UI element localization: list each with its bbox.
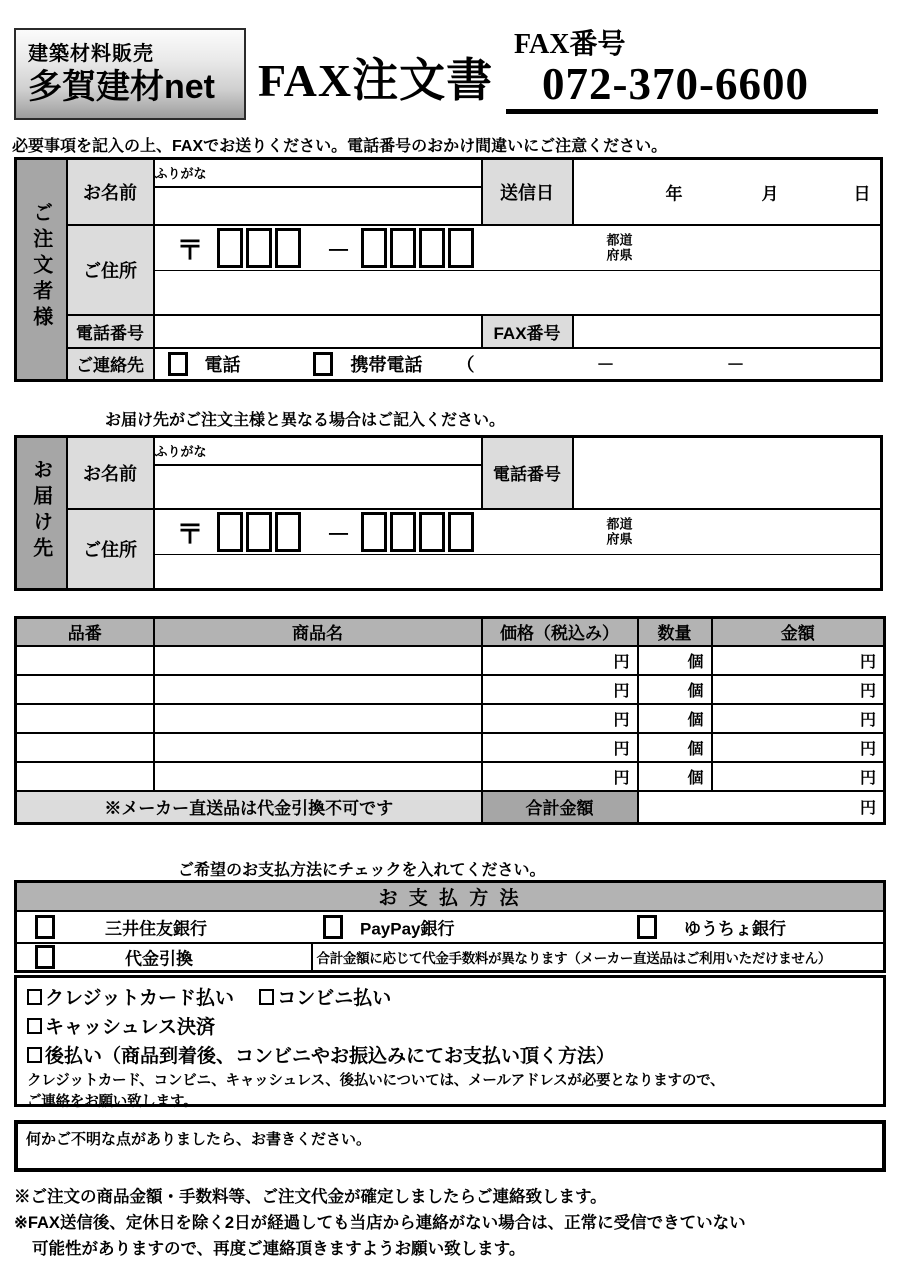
quantity-field[interactable]: 個 [638, 675, 712, 704]
delivery-address-field[interactable] [154, 555, 882, 590]
other-payment-box [14, 975, 886, 1111]
payment-caption: ご希望のお支払方法にチェックを入れてください。 [178, 862, 546, 879]
product-name-field[interactable] [154, 733, 482, 762]
quantity-field[interactable]: 個 [638, 704, 712, 733]
product-name-field[interactable] [154, 675, 482, 704]
prefecture-label: 都道 府県 [606, 232, 633, 263]
amount-field[interactable]: 円 [712, 675, 885, 704]
orderer-group-label: ご注文者様 [29, 202, 52, 332]
orderer-group-label-cell [16, 159, 67, 381]
fax-number-block [506, 22, 878, 114]
direct-shipping-note: ※メーカー直送品は代金引換不可です [16, 791, 482, 824]
company-logo [14, 28, 246, 120]
deferred-pay-checkbox[interactable] [27, 1047, 42, 1063]
konbini-checkbox[interactable] [259, 989, 274, 1005]
year-label: 年 [665, 184, 683, 204]
orderer-postal-row[interactable] [154, 225, 882, 271]
product-row [16, 646, 885, 675]
item-number-field[interactable] [16, 704, 154, 733]
delivery-name-field[interactable] [154, 465, 482, 509]
postal-digit-box[interactable] [217, 228, 243, 268]
products-table [14, 616, 886, 825]
bank-yucho-label: ゆうちょ銀行 [684, 919, 786, 939]
product-row [16, 704, 885, 733]
orderer-phone-field[interactable] [154, 315, 482, 348]
delivery-group-label: お届け先 [29, 458, 52, 563]
postal-digit-box[interactable] [419, 228, 445, 268]
bank-paypay-checkbox[interactable] [323, 915, 343, 939]
cod-option-cell [16, 943, 312, 971]
total-amount-field[interactable]: 円 [638, 791, 885, 824]
page-title: FAX注文書 [258, 55, 494, 106]
contact-phone-checkbox[interactable] [168, 352, 188, 376]
postal-digit-box[interactable] [275, 512, 301, 552]
col-product-name: 商品名 [154, 618, 482, 646]
delivery-phone-label: 電話番号 [482, 437, 573, 509]
contact-phone-label: 電話 [204, 354, 241, 375]
contact-dash-1: － [596, 354, 615, 375]
price-field[interactable]: 円 [482, 733, 638, 762]
postal-digit-box[interactable] [390, 512, 416, 552]
comment-box-label: 何かご不明な点がありましたら、お書きください。 [26, 1131, 372, 1148]
postal-digit-box[interactable] [361, 228, 387, 268]
form-instruction: 必要事項を記入の上、FAXでお送りください。電話番号のおかけ間違いにご注意ください。 [12, 138, 668, 155]
orderer-name-label: お名前 [67, 159, 154, 225]
delivery-table [14, 435, 883, 591]
delivery-furigana-label[interactable]: ふりがな [154, 437, 482, 465]
konbini-option: コンビニ払い [259, 988, 391, 1009]
day-label: 日 [853, 184, 871, 204]
postal-digit-box[interactable] [390, 228, 416, 268]
price-field[interactable]: 円 [482, 646, 638, 675]
fax-number-label: FAX番号 [514, 29, 626, 60]
payment-method-header: お 支 払 方 法 [16, 882, 885, 912]
send-date-label: 送信日 [482, 159, 573, 225]
orderer-phone-label: 電話番号 [67, 315, 154, 348]
cod-label: 代金引換 [125, 949, 193, 969]
contact-dash-2: － [726, 354, 745, 375]
orderer-fax-label: FAX番号 [482, 315, 573, 348]
products-header-row [16, 618, 885, 646]
footnote-3: 可能性がありますので、再度ご連絡頂きますようお願い致します。 [32, 1240, 526, 1258]
amount-field[interactable]: 円 [712, 646, 885, 675]
price-field[interactable]: 円 [482, 675, 638, 704]
cashless-checkbox[interactable] [27, 1018, 42, 1034]
bank-yucho-checkbox[interactable] [637, 915, 657, 939]
postal-digit-box[interactable] [419, 512, 445, 552]
product-row [16, 762, 885, 791]
quantity-field[interactable]: 個 [638, 733, 712, 762]
send-date-field[interactable] [573, 159, 882, 225]
footnote-2: ※FAX送信後、定休日を除く2日が経過しても当店から連絡がない場合は、正常に受信できていない [14, 1214, 746, 1232]
postal-digit-box[interactable] [217, 512, 243, 552]
quantity-field[interactable]: 個 [638, 646, 712, 675]
item-number-field[interactable] [16, 733, 154, 762]
product-name-field[interactable] [154, 646, 482, 675]
postal-mark: 〒 [176, 235, 204, 266]
postal-digit-box[interactable] [448, 512, 474, 552]
postal-digit-box[interactable] [448, 228, 474, 268]
postal-code-boxes-3[interactable] [217, 228, 301, 268]
credit-line-1 [27, 984, 873, 1013]
email-required-note-line2: ご連絡をお願い致します。 [27, 1094, 198, 1111]
contact-mobile-label: 携帯電話 [350, 354, 423, 375]
product-name-field[interactable] [154, 762, 482, 791]
credit-line-2: キャッシュレス決済 [27, 1013, 873, 1042]
credit-line-3: 後払い（商品到着後、コンビニやお振込みにてお支払い頂く方法） [27, 1042, 873, 1071]
postal-digit-box[interactable] [275, 228, 301, 268]
total-label: 合計金額 [482, 791, 638, 824]
bank-smbc-checkbox[interactable] [35, 915, 55, 939]
amount-field[interactable]: 円 [712, 704, 885, 733]
price-field[interactable]: 円 [482, 704, 638, 733]
amount-field[interactable]: 円 [712, 762, 885, 791]
delivery-postal-row[interactable] [154, 509, 882, 555]
footnote-1: ※ご注文の商品金額・手数料等、ご注文代金が確定しましたらご連絡致します。 [14, 1188, 607, 1206]
postal-dash: － [326, 521, 351, 549]
orderer-address-field[interactable] [154, 271, 882, 315]
product-name-field[interactable] [154, 704, 482, 733]
cod-note: 合計金額に応じて代金手数料が異なります（メーカー直送品はご利用いただけません） [312, 943, 885, 971]
credit-card-option: クレジットカード払い [27, 988, 234, 1009]
credit-card-checkbox[interactable] [27, 989, 42, 1005]
cod-checkbox[interactable] [35, 945, 55, 969]
postal-code-boxes-4[interactable] [361, 228, 474, 268]
comment-box[interactable] [14, 1120, 886, 1172]
postal-digit-box[interactable] [361, 512, 387, 552]
delivery-name-label: お名前 [67, 437, 154, 509]
products-footer-row [16, 791, 885, 824]
orderer-address-label: ご住所 [67, 225, 154, 315]
col-quantity: 数量 [638, 618, 712, 646]
delivery-address-label: ご住所 [67, 509, 154, 590]
contact-paren: （ [456, 354, 475, 375]
logo-company-name: 多賀建材net [28, 68, 215, 106]
orderer-fax-field[interactable] [573, 315, 882, 348]
postal-digit-box[interactable] [246, 228, 272, 268]
logo-tagline: 建築材料販売 [28, 43, 154, 65]
col-price: 価格（税込み） [482, 618, 638, 646]
bank-paypay-label: PayPay銀行 [360, 919, 455, 939]
item-number-field[interactable] [16, 675, 154, 704]
postal-mark: 〒 [176, 519, 204, 550]
orderer-name-field[interactable] [154, 187, 482, 225]
quantity-field[interactable]: 個 [638, 762, 712, 791]
postal-code-boxes-4[interactable] [361, 512, 474, 552]
item-number-field[interactable] [16, 762, 154, 791]
amount-field[interactable]: 円 [712, 733, 885, 762]
prefecture-label: 都道 府県 [606, 516, 633, 547]
product-row [16, 733, 885, 762]
delivery-caption: お届け先がご注文主様と異なる場合はご記入ください。 [105, 412, 506, 429]
item-number-field[interactable] [16, 646, 154, 675]
delivery-group-label-cell [16, 437, 67, 590]
postal-digit-box[interactable] [246, 512, 272, 552]
contact-label: ご連絡先 [67, 348, 154, 381]
month-label: 月 [761, 184, 779, 204]
col-item-number: 品番 [16, 618, 154, 646]
delivery-phone-field[interactable] [573, 437, 882, 509]
contact-field [154, 348, 882, 381]
postal-dash: － [326, 237, 351, 265]
bank-smbc-label: 三井住友銀行 [105, 919, 207, 939]
product-row [16, 675, 885, 704]
fax-number-value: 072-370-6600 [542, 59, 809, 109]
email-required-note-line1: クレジットカード、コンビニ、キャッシュレス、後払いについては、メールアドレスが必要となりますので、 [27, 1073, 725, 1089]
orderer-furigana-label[interactable]: ふりがな [154, 159, 482, 187]
bank-options-row [16, 911, 885, 943]
price-field[interactable]: 円 [482, 762, 638, 791]
orderer-table [14, 157, 883, 382]
col-amount: 金額 [712, 618, 885, 646]
contact-mobile-checkbox[interactable] [313, 352, 333, 376]
payment-table [14, 880, 886, 973]
postal-code-boxes-3[interactable] [217, 512, 301, 552]
